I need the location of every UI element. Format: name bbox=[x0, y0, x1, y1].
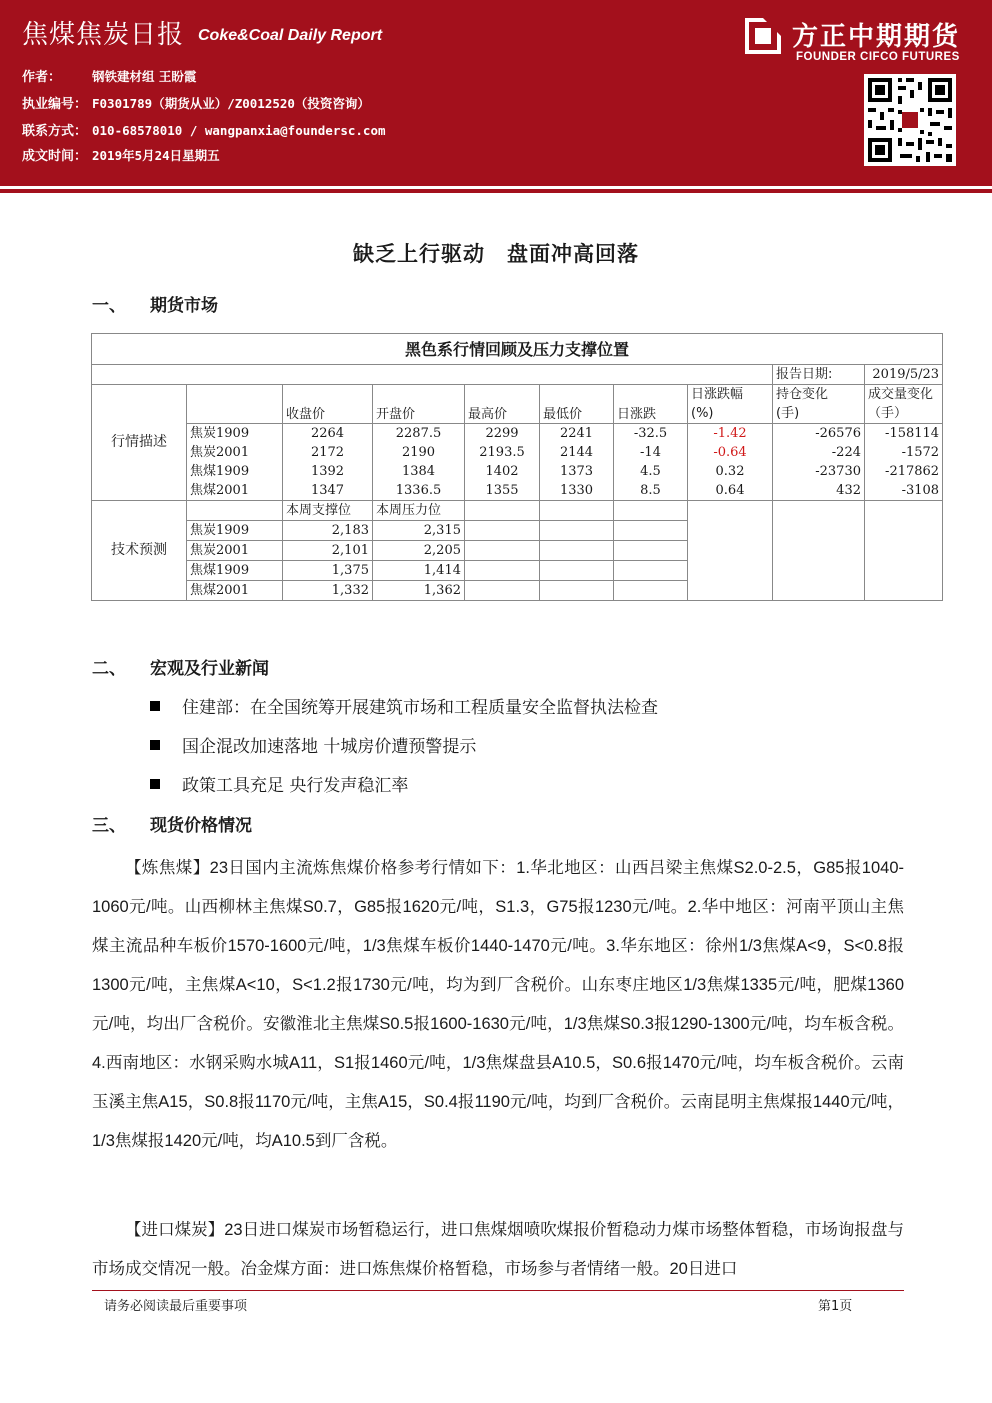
bullet-square-icon bbox=[150, 740, 160, 750]
table-row: 焦炭2001 2,101 2,205 bbox=[92, 541, 943, 561]
table-row: 焦煤1909 1392 1384 1402 1373 4.5 0.32 -23730 -217862 bbox=[92, 462, 943, 481]
header-divider-accent bbox=[0, 189, 992, 193]
meta-author: 作者： 钢铁建材组 王盼霞 bbox=[22, 69, 197, 85]
company-logo-english: FOUNDER CIFCO FUTURES bbox=[796, 51, 960, 63]
header-resistance: 本周压力位 bbox=[373, 501, 465, 521]
table-row: 焦炭2001 2172 2190 2193.5 2144 -14 -0.64 -224 -1572 bbox=[92, 443, 943, 462]
report-title: 焦煤焦炭日报 bbox=[22, 20, 185, 50]
founder-logo-icon bbox=[745, 18, 781, 54]
header-change: 日涨跌 bbox=[614, 385, 688, 424]
table-row: 焦炭1909 2,183 2,315 bbox=[92, 521, 943, 541]
header-open: 开盘价 bbox=[373, 385, 465, 424]
footer-divider bbox=[92, 1290, 904, 1291]
section-macro-news: 二、 宏观及行业新闻 bbox=[92, 659, 269, 679]
report-date: 2019/5/23 bbox=[865, 365, 943, 385]
market-section-label: 行情描述 bbox=[92, 385, 187, 501]
qr-code-icon bbox=[864, 74, 956, 166]
document-title: 缺乏上行驱动 盘面冲高回落 bbox=[353, 242, 639, 266]
header-close: 收盘价 bbox=[283, 385, 373, 424]
paragraph-imported-coal: 【进口煤炭】23日进口煤炭市场暂稳运行，进口焦煤烟喷吹煤报价暂稳动力煤市场整体暂稳，市场询报盘与市场成交情况一般。冶金煤方面：进口炼焦煤价格暂稳，市场参与者情绪一般。20日进口 bbox=[92, 1221, 904, 1278]
table-row: 焦煤2001 1347 1336.5 1355 1330 8.5 0.64 432 -3108 bbox=[92, 481, 943, 501]
table-title: 黑色系行情回顾及压力支撑位置 bbox=[92, 334, 943, 365]
header-oi-change: 持仓变化 bbox=[773, 385, 865, 405]
bullet-square-icon bbox=[150, 779, 160, 789]
header-pct-unit: (%) bbox=[688, 404, 773, 424]
section-spot-price: 三、 现货价格情况 bbox=[92, 816, 252, 836]
header-high: 最高价 bbox=[465, 385, 540, 424]
meta-license: 执业编号： F0301789（期货从业）/Z0012520（投资咨询） bbox=[22, 96, 370, 112]
header-support: 本周支撑位 bbox=[283, 501, 373, 521]
bullet-square-icon bbox=[150, 701, 160, 711]
table-row: 焦煤2001 1,332 1,362 bbox=[92, 581, 943, 601]
report-header bbox=[0, 0, 992, 186]
paragraph-coking-coal: 【炼焦煤】23日国内主流炼焦煤价格参考行情如下：1.华北地区：山西吕梁主焦煤S2.0-2.5，G85报1040-1060元/吨。山西柳林主焦煤S0.7，G85报1620元/吨，S1.3，G75报1230元/吨。2.华中地区：河南平顶山主焦煤主流品种车板价1570-1600元/吨，1/3焦煤车板价1440-1470元/吨。3.华东地区：徐州1/3焦煤A<9，S<0.8报1300元/吨，主焦煤A<10，S<1.2报1730元/吨，均为到厂含税价。山东枣庄地区1/3焦煤1335元/吨，肥煤1360元/吨，均出厂含税价。安徽淮北主焦煤S0.5报1600-1630元/吨，1/3焦煤S0.3报1290-1300元/吨，均车板含税。4.西南地区：水钢采购水城A11，S1报1460元/吨，1/3焦煤盘县A10.5，S0.6报1470元/吨，均车板含税价。云南玉溪主焦A15，S0.8报1170元/吨，主焦A15，S0.4报1190元/吨，均到厂含税价。云南昆明主焦煤报1440元/吨，1/3焦煤报1420元/吨，均A10.5到厂含税。 bbox=[92, 859, 904, 1150]
header-volume-unit: （手） bbox=[865, 404, 943, 424]
tech-section-label: 技术预测 bbox=[92, 501, 187, 601]
header-oi-unit: (手) bbox=[773, 404, 865, 424]
meta-date: 成文时间： 2019年5月24日星期五 bbox=[22, 148, 220, 164]
news-item: 政策工具充足 央行发声稳汇率 bbox=[150, 771, 408, 796]
table-row: 焦炭1909 2264 2287.5 2299 2241 -32.5 -1.42 -26576 -158114 bbox=[92, 424, 943, 444]
news-item: 住建部：在全国统筹开展建筑市场和工程质量安全监督执法检查 bbox=[150, 693, 658, 718]
table-row: 焦煤1909 1,375 1,414 bbox=[92, 561, 943, 581]
footer-notice: 请务必阅读最后重要事项 bbox=[104, 1299, 248, 1314]
section-futures-market: 一、 期货市场 bbox=[92, 296, 218, 316]
news-item: 国企混改加速落地 十城房价遭预警提示 bbox=[150, 732, 476, 757]
market-review-table bbox=[91, 333, 943, 601]
header-volume-change: 成交量变化 bbox=[865, 385, 943, 405]
meta-contact: 联系方式： 010-68578010 / wangpanxia@foundersc.com bbox=[22, 123, 386, 139]
report-subtitle: Coke&Coal Daily Report bbox=[198, 27, 383, 44]
header-low: 最低价 bbox=[540, 385, 614, 424]
company-logo-text: 方正中期期货 bbox=[792, 22, 961, 52]
report-date-label: 报告日期: bbox=[773, 365, 865, 385]
page-number: 第1页 bbox=[818, 1299, 853, 1314]
header-pct-change: 日涨跌幅 bbox=[688, 385, 773, 405]
